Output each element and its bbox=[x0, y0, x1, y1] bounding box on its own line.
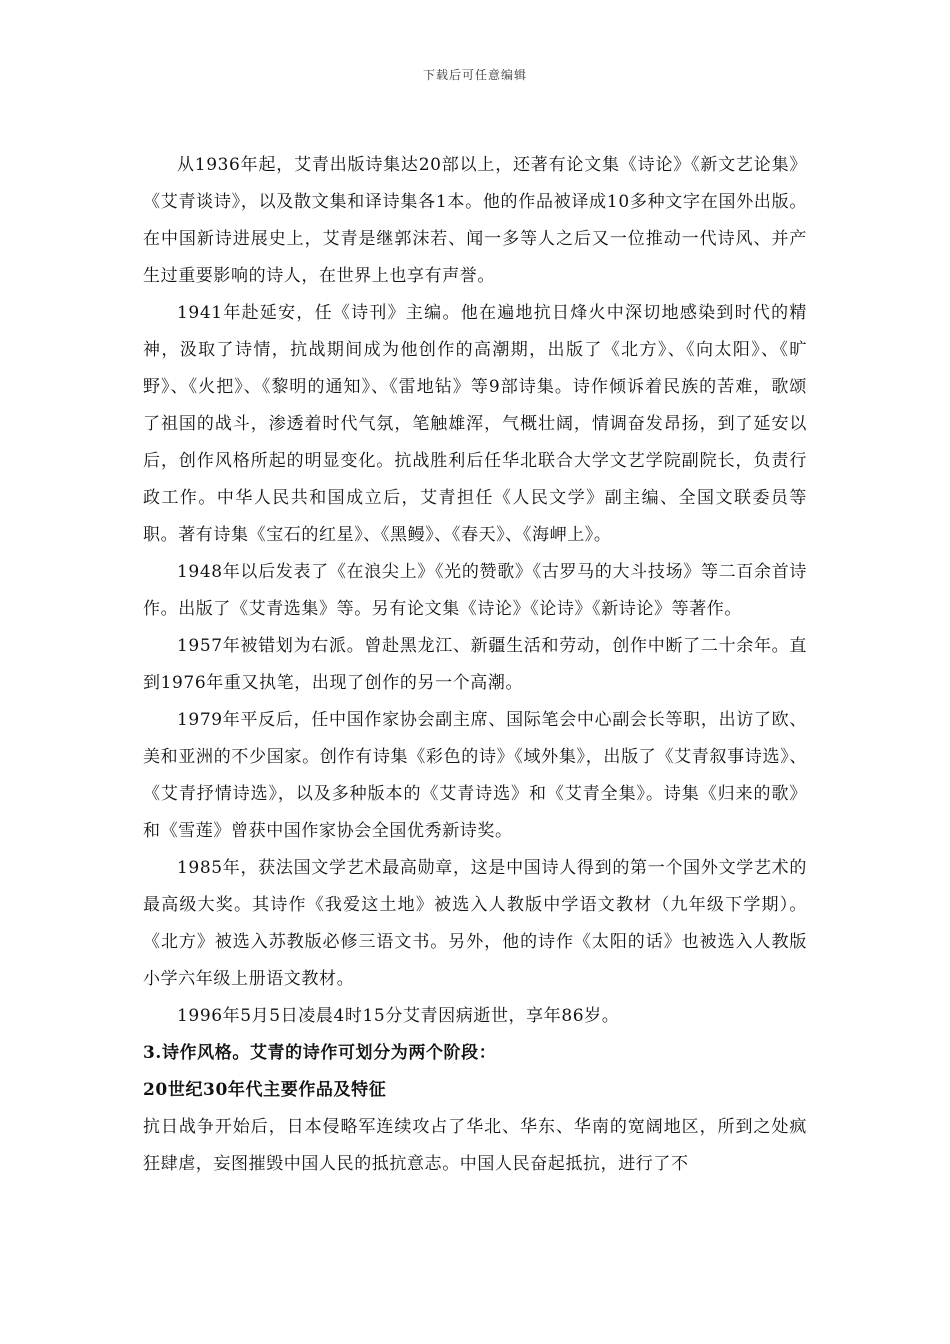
paragraph-war-background: 抗日战争开始后，日本侵略军连续攻占了华北、华东、华南的宽阔地区，所到之处疯狂肆虐，妄图摧毁中国人民的抵抗意志。中国人民奋起抵抗，进行了不 bbox=[143, 1117, 807, 1174]
section-heading: 3.诗作风格。艾青的诗作可划分为两个阶段： bbox=[143, 1043, 497, 1063]
paragraph-yanan: 1941年赴延安，任《诗刊》主编。他在遍地抗日烽火中深切地感染到时代的精神，汲取了诗情，抗战期间成为他创作的高潮期，出版了《北方》、《向太阳》、《旷野》、《火把》、《黎明的通知》、《雷地钻》等9部诗集。诗作倾诉着民族的苦难，歌颂了祖国的战斗，渗透着时代气氛，笔触雄浑，气概壮阔，情调奋发昂扬，到了延安以后，创作风格所起的明显变化。抗战胜利后任华北联合大学文艺学院副院长，负责行政工作。中华人民共和国成立后，艾青担任《人民文学》副主编、全国文联委员等职。著有诗集《宝石的红星》、《黑鳗》、《春天》、《海岬上》。 bbox=[143, 303, 807, 545]
paragraph-1996: 1996年5月5日凌晨4时15分艾青因病逝世，享年86岁。 bbox=[177, 1006, 620, 1026]
paragraph-1957: 1957年被错划为右派。曾赴黑龙江、新疆生活和劳动，创作中断了二十余年。直到1976年重又执笔，出现了创作的另一个高潮。 bbox=[143, 636, 807, 693]
document-body bbox=[143, 147, 807, 1183]
paragraph-publications: 从1936年起，艾青出版诗集达20部以上，还著有论文集《诗论》《新文艺论集》《艾青谈诗》，以及散文集和译诗集各1本。他的作品被译成10多种文字在国外出版。在中国新诗进展史上，艾青是继郭沫若、闻一多等人之后又一位推动一代诗风、并产生过重要影响的诗人，在世界上也享有声誉。 bbox=[143, 155, 807, 286]
paragraph-1985: 1985年，获法国文学艺术最高勋章，这是中国诗人得到的第一个国外文学艺术的最高级大奖。其诗作《我爱这土地》被选入人教版中学语文教材（九年级下学期）。《北方》被选入苏教版必修三语文书。另外，他的诗作《太阳的话》也被选入人教版小学六年级上册语文教材。 bbox=[143, 858, 807, 989]
subsection-heading: 20世纪30年代主要作品及特征 bbox=[143, 1080, 387, 1100]
paragraph-1979: 1979年平反后，任中国作家协会副主席、国际笔会中心副会长等职，出访了欧、美和亚洲的不少国家。创作有诗集《彩色的诗》《域外集》，出版了《艾青叙事诗选》、《艾青抒情诗选》，以及多种版本的《艾青诗选》和《艾青全集》。诗集《归来的歌》和《雪莲》曾获中国作家协会全国优秀新诗奖。 bbox=[143, 710, 807, 841]
paragraph-1948: 1948年以后发表了《在浪尖上》《光的赞歌》《古罗马的大斗技场》等二百余首诗作。出版了《艾青选集》等。另有论文集《诗论》《论诗》《新诗论》等著作。 bbox=[143, 562, 807, 619]
page-header: 下载后可任意编辑 bbox=[422, 68, 527, 82]
